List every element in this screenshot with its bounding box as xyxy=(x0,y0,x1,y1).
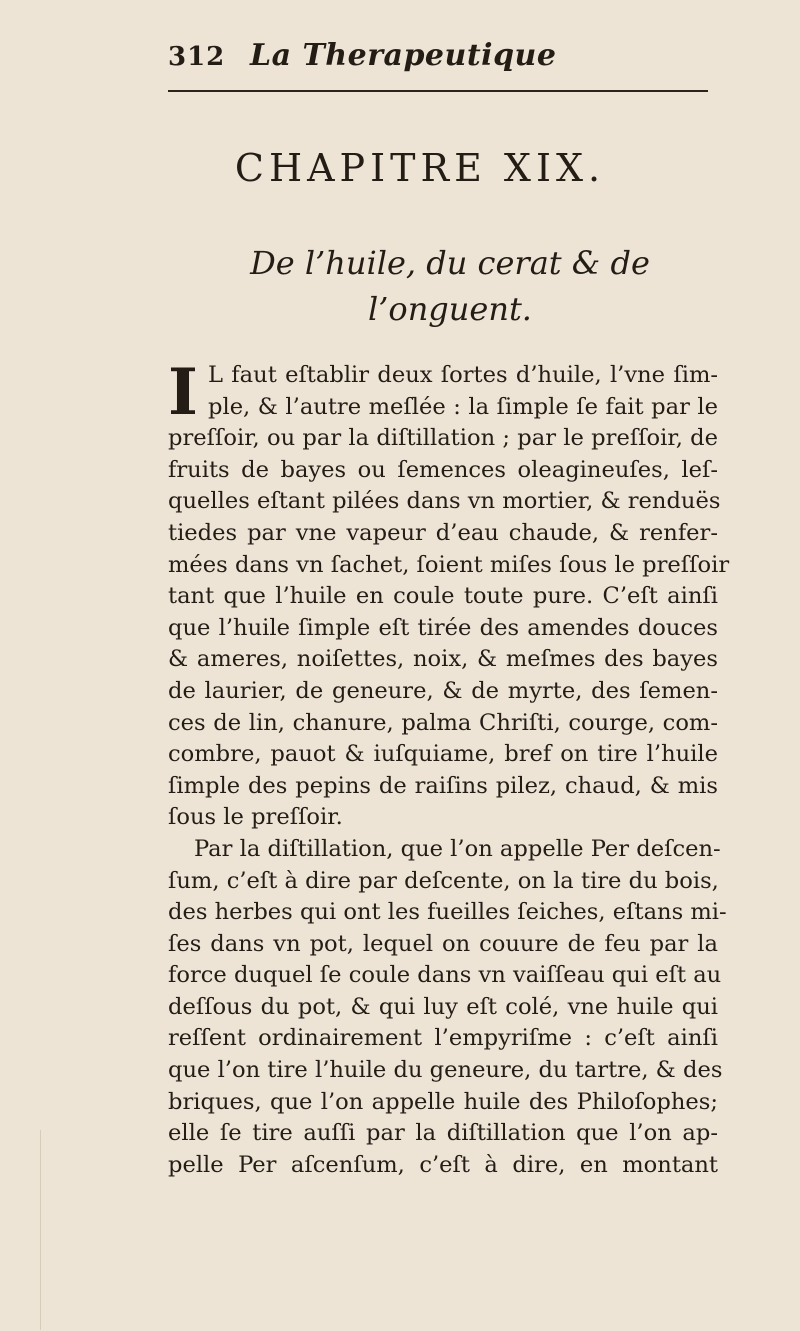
page-edge-mark xyxy=(40,1130,41,1330)
text-line: mées dans vn ſachet, ſoient miſes ſous le preſſoir xyxy=(168,551,730,578)
text-line: tiedes par vne vapeur d’eau chaude, & renfer- xyxy=(168,519,718,546)
text-line: force duquel ſe coule dans vn vaiſſeau qui eſt au xyxy=(168,962,722,989)
section-title xyxy=(150,240,750,332)
text-line: Par la diſtillation, que l’on appelle Per deſcen- xyxy=(194,835,721,862)
text-line: fruits de bayes ou ſemences oleagineuſes, leſ- xyxy=(168,456,718,483)
text-line: elle ſe tire auſſi par la diſtillation que l’on ap- xyxy=(168,1120,718,1147)
page-number: 312 xyxy=(168,42,226,72)
drop-cap: I xyxy=(168,355,198,430)
text-line: pelle Per aſcenſum, c’eſt à dire, en montant xyxy=(168,1151,718,1178)
text-line: preſſoir, ou par la diſtillation ; par le preſſoir, de xyxy=(168,425,718,452)
text-line: des herbes qui ont les fueilles ſeiches, eſtans mi- xyxy=(168,899,727,926)
text-line: que l’on tire l’huile du geneure, du tartre, & des xyxy=(168,1057,723,1084)
text-line: L faut eſtablir deux ſortes d’huile, l’vne ſim- xyxy=(208,362,718,388)
text-line: combre, pauot & iuſquiame, bref on tire l’huile xyxy=(168,741,718,768)
text-line: ſes dans vn pot, lequel on couure de feu par la xyxy=(168,930,718,957)
chapter-title: CHAPITRE XIX. xyxy=(234,146,606,190)
text-line: deſſous du pot, & qui luy eſt colé, vne huile qui xyxy=(168,993,718,1020)
text-line: de laurier, de geneure, & de myrte, des ſemen- xyxy=(168,677,718,704)
text-line: que l’huile ſimple eſt tirée des amendes douces xyxy=(168,614,718,641)
text-line: tant que l’huile en coule toute pure. C’eſt ainſi xyxy=(168,583,718,610)
text-line: ple, & l’autre meſlée : la ſimple ſe fait par le xyxy=(208,393,718,420)
section-title-line-2: l’onguent. xyxy=(368,290,532,328)
text-line: & ameres, noiſettes, noix, & meſmes des bayes xyxy=(168,646,718,673)
text-line: ſous le preſſoir. xyxy=(168,804,343,831)
text-line: reſſent ordinairement l’empyriſme : c’eſt ainſi xyxy=(168,1025,718,1052)
text-line: briques, que l’on appelle huile des Philoſophes; xyxy=(168,1088,718,1115)
section-title-line-1: De l’huile, du cerat & de xyxy=(250,244,650,282)
text-line: ſum, c’eſt à dire par deſcente, on la tire du bois, xyxy=(168,867,719,894)
running-head xyxy=(168,38,708,78)
header-rule xyxy=(168,90,708,92)
body-text xyxy=(168,355,730,1181)
text-line: ces de lin, chanure, palma Chriſti, courge, com- xyxy=(168,709,718,736)
text-line: ſimple des pepins de raiſins pilez, chaud, & mis xyxy=(168,772,718,799)
text-line: quelles eſtant pilées dans vn mortier, & renduës xyxy=(168,488,721,515)
running-title: La Therapeutique xyxy=(250,38,557,73)
